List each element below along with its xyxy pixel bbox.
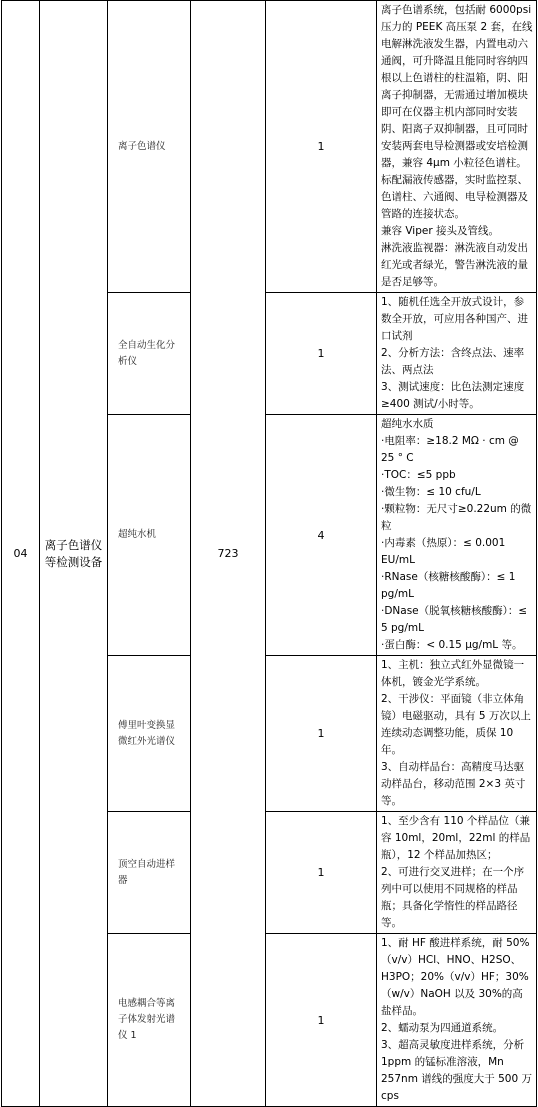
desc-line: 标配漏液传感器，实时监控泵、色谱柱、六通阀、电导检测器及管路的连接状态。: [381, 174, 528, 220]
desc-line: 2、分析方法：含终点法、速率法、两点法: [381, 347, 525, 376]
desc-line: 2、可进行交叉进样；在一个序列中可以使用不同规格的样品瓶；具备化学惰性的样品路径等。: [381, 866, 525, 929]
desc-line: ·RNase（核糖核酸酶）：≤ 1 pg/mL: [381, 571, 516, 600]
desc-line: 淋洗液监视器：淋洗液自动发出红光或者绿光，警告淋洗液的量是否足够等。: [381, 242, 528, 288]
desc-line: 1、耐 HF 酸进样系统，耐 50%（v/v）HCl、HNO、H2SO、H3PO；20%（v/v）HF；30%（w/v）NaOH 以及 30%的高盐样品。: [381, 937, 530, 1017]
desc-line: 2、蠕动泵为四通道系统。: [381, 1022, 504, 1034]
table-row: [2, 1, 537, 293]
desc-line: 1、至少含有 110 个样品位（兼容 10ml，20ml，22ml 的样品瓶），12 个样品加热区；: [381, 815, 531, 861]
category-cell: 离子色谱仪等检测设备: [40, 1, 108, 1107]
desc-line: 3、超高灵敏度进样系统，分析 1ppm 的锰标准溶液，Mn 257nm 谱线的强度大于 500 万 cps: [381, 1039, 532, 1102]
desc-line: 1、随机任选全开放式设计，参数全开放，可应用各种国产、进口试剂: [381, 296, 528, 342]
equipment-table: [1, 0, 537, 1107]
item-qty: 1: [266, 293, 377, 415]
desc-line: 超纯水水质: [381, 418, 434, 430]
item-name: 离子色谱仪: [108, 1, 191, 293]
desc-line: 兼容 Viper 接头及管线。: [381, 225, 499, 237]
desc-line: 离子色谱系统，包括耐 6000psi 压力的 PEEK 高压泵 2 套，在线电解淋洗液发生器，内置电动六通阀，可升降温且能同时容纳四根以上色谱柱的柱温箱，阴、阳离子抑制器，无需通过增加模块即可在仪器主机内部同时安装阴、阳离子双抑制器，且可同时安装两套电导检测器或安培检测器，兼容 4μm 小粒径色谱柱。: [381, 4, 533, 169]
desc-line: ·电阻率：≥18.2 MΩ · cm @ 25 ° C: [381, 435, 519, 464]
item-desc: [377, 934, 537, 1107]
desc-line: 3、测试速度：比色法测定速度≥400 测试/小时等。: [381, 381, 525, 410]
item-desc: [377, 415, 537, 656]
item-desc: [377, 293, 537, 415]
budget-cell: 723: [191, 1, 266, 1107]
item-qty: 1: [266, 812, 377, 934]
item-desc: [377, 812, 537, 934]
desc-line: ·内毒素（热原）：≤ 0.001 EU/mL: [381, 537, 506, 566]
desc-line: 1、主机：独立式红外显微镜一体机，镀金光学系统。: [381, 659, 525, 688]
desc-line: ·蛋白酶：< 0.15 μg/mL 等。: [381, 639, 523, 651]
item-qty: 4: [266, 415, 377, 656]
item-desc: [377, 1, 537, 293]
desc-line: ·微生物：≤ 10 cfu/L: [381, 486, 481, 498]
desc-line: 3、自动样品台：高精度马达驱动样品台，移动范围 2×3 英寸等。: [381, 761, 526, 807]
item-name: 顶空自动进样器: [108, 812, 191, 934]
item-name: 电感耦合等离子体发射光谱仪 1: [108, 934, 191, 1107]
item-qty: 1: [266, 934, 377, 1107]
item-name: 傅里叶变换显微红外光谱仪: [108, 656, 191, 812]
row-index: 04: [2, 1, 40, 1107]
item-desc: [377, 656, 537, 812]
item-qty: 1: [266, 656, 377, 812]
desc-line: ·DNase（脱氧核糖核酸酶）：≤ 5 pg/mL: [381, 605, 528, 634]
desc-line: ·颗粒物：无尺寸≥0.22um 的微粒: [381, 503, 532, 532]
item-qty: 1: [266, 1, 377, 293]
item-name: 超纯水机: [108, 415, 191, 656]
desc-line: 2、干涉仪：平面镜（非立体角镜）电磁驱动，具有 5 万次以上连续动态调整功能，质保 10 年。: [381, 693, 531, 756]
desc-line: ·TOC：≤5 ppb: [381, 469, 456, 481]
item-name: 全自动生化分析仪: [108, 293, 191, 415]
